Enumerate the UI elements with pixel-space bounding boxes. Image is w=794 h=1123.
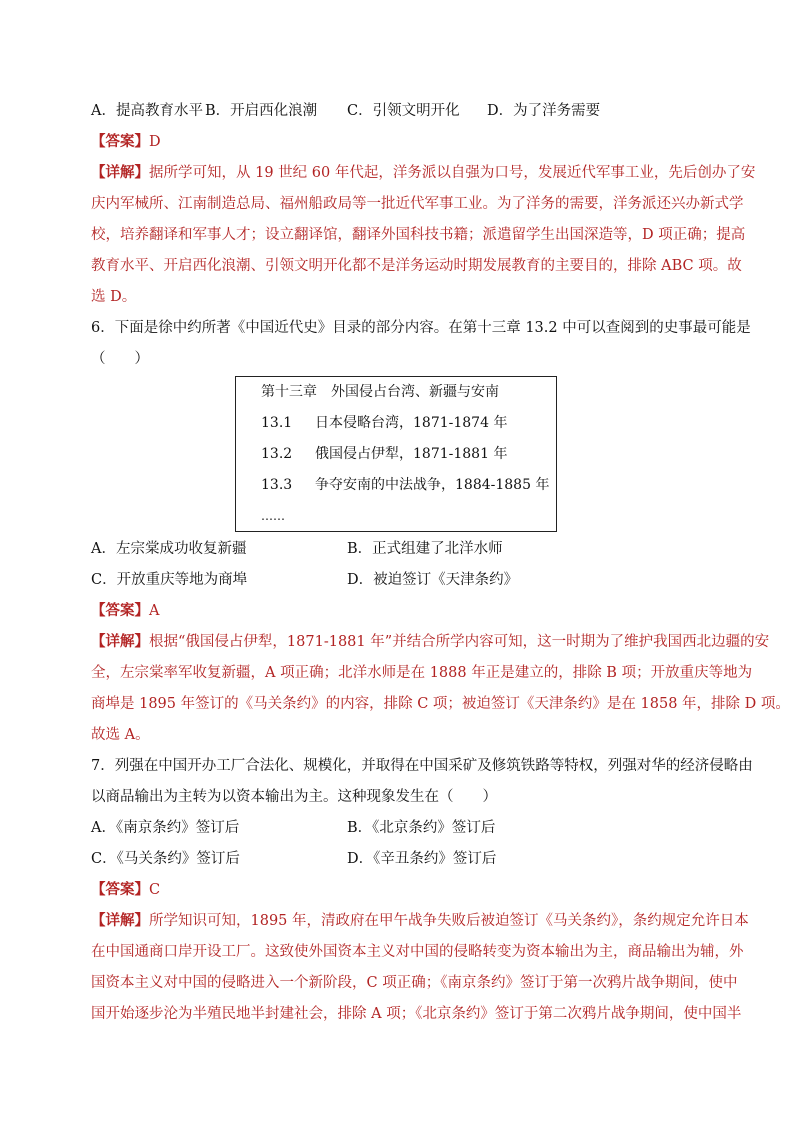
q5-option-c: C．引领文明开化 <box>347 103 460 119</box>
q7-option-a: A．《南京条约》签订后 <box>91 820 240 836</box>
toc-item-text: 俄国侵占伊犁，1871-1881 年 <box>315 446 508 462</box>
toc-item-number: 13.1 <box>261 415 293 431</box>
q7-answer <box>91 880 713 900</box>
q6-option-c: C．开放重庆等地为商埠 <box>91 572 248 588</box>
q6-answer <box>91 601 713 621</box>
q6-option-a: A．左宗棠成功收复新疆 <box>91 541 247 557</box>
q5-detail-line <box>91 163 756 183</box>
detail-text: 据所学可知，从 19 世纪 60 年代起，洋务派以自强为口号，发展近代军事工业，先后创办了安 <box>149 165 756 181</box>
q7-detail-line: 国资本主义对中国的侵略进入一个新阶段，C 项正确；《南京条约》签订于第一次鸦片战争期间，使中 <box>91 975 738 991</box>
detail-text: 所学知识可知，1895 年，清政府在甲午战争失败后被迫签订《马关条约》，条约规定允许日本 <box>149 913 749 929</box>
toc-chapter-title: 第十三章 外国侵占台湾、新疆与安南 <box>261 384 499 400</box>
q6-option-d: D．被迫签订《天津条约》 <box>347 572 519 588</box>
toc-item-number: 13.3 <box>261 477 293 493</box>
toc-item-text: 日本侵略台湾，1871-1874 年 <box>315 415 508 431</box>
detail-tag: 【详解】 <box>91 633 149 650</box>
q6-stem-line: 6．下面是徐中约所著《中国近代史》目录的部分内容。在第十三章 13.2 中可以查阅到的史事最可能是 <box>91 320 751 336</box>
answer-tag: 【答案】 <box>91 602 149 619</box>
q6-detail-line: 商埠是 1895 年签订的《马关条约》的内容，排除 C 项；被迫签订《天津条约》是在 1858 年，排除 D 项。 <box>91 696 790 712</box>
toc-box <box>235 376 557 532</box>
q6-detail-line: 全，左宗棠率军收复新疆，A 项正确；北洋水师是在 1888 年正是建立的，排除 B 项；开放重庆等地为 <box>91 665 753 681</box>
q7-option-d: D．《辛丑条约》签订后 <box>347 851 497 867</box>
q5-detail-line: 选 D。 <box>91 289 137 305</box>
toc-item-text: 争夺安南的中法战争，1884-1885 年 <box>315 477 550 493</box>
q5-detail-line: 教育水平、开启西化浪潮、引领文明开化都不是洋务运动时期发展教育的主要目的，排除 ABC 项。故 <box>91 258 742 274</box>
toc-item-number: 13.2 <box>261 446 293 462</box>
q7-option-b: B．《北京条约》签订后 <box>347 820 496 836</box>
q5-option-b: B．开启西化浪潮 <box>205 103 318 119</box>
q7-detail-line <box>91 911 749 931</box>
answer-tag: 【答案】 <box>91 881 149 898</box>
detail-tag: 【详解】 <box>91 912 149 929</box>
q5-option-a: A．提高教育水平 <box>91 103 203 119</box>
q7-stem-line: 7．列强在中国开办工厂合法化、规模化，并取得在中国采矿及修筑铁路等特权，列强对华的经济侵略由 <box>91 758 753 774</box>
answer-value: A <box>149 603 160 619</box>
detail-text: 根据“俄国侵占伊犁，1871-1881 年”并结合所学内容可知，这一时期为了维护我国西北边疆的安 <box>149 634 770 650</box>
q5-detail-line: 校，培养翻译和军事人才；设立翻译馆，翻译外国科技书籍；派遣留学生出国深造等，D 项正确；提高 <box>91 227 746 243</box>
q7-option-c: C．《马关条约》签订后 <box>91 851 240 867</box>
q7-detail-line: 在中国通商口岸开设工厂。这致使外国资本主义对中国的侵略转变为资本输出为主，商品输出为辅，外 <box>91 944 744 960</box>
detail-tag: 【详解】 <box>91 164 149 181</box>
q5-answer <box>91 132 713 152</box>
q7-stem-line: 以商品输出为主转为以资本输出为主。这种现象发生在（ ） <box>91 789 497 805</box>
toc-ellipsis: …… <box>261 509 285 523</box>
q6-detail-line: 故选 A。 <box>91 727 150 743</box>
answer-value: D <box>149 134 161 150</box>
q6-detail-line <box>91 632 770 652</box>
q6-option-b: B．正式组建了北洋水师 <box>347 541 503 557</box>
q5-option-d: D．为了洋务需要 <box>487 103 601 119</box>
answer-value: C <box>149 882 161 898</box>
q5-detail-line: 庆内军械所、江南制造总局、福州船政局等一批近代军事工业。为了洋务的需要，洋务派还兴办新式学 <box>91 196 744 212</box>
q6-stem-line: （ ） <box>91 351 149 367</box>
answer-tag: 【答案】 <box>91 133 149 150</box>
q7-detail-line: 国开始逐步沦为半殖民地半封建社会，排除 A 项；《北京条约》签订于第二次鸦片战争期间，使中国半 <box>91 1006 742 1022</box>
